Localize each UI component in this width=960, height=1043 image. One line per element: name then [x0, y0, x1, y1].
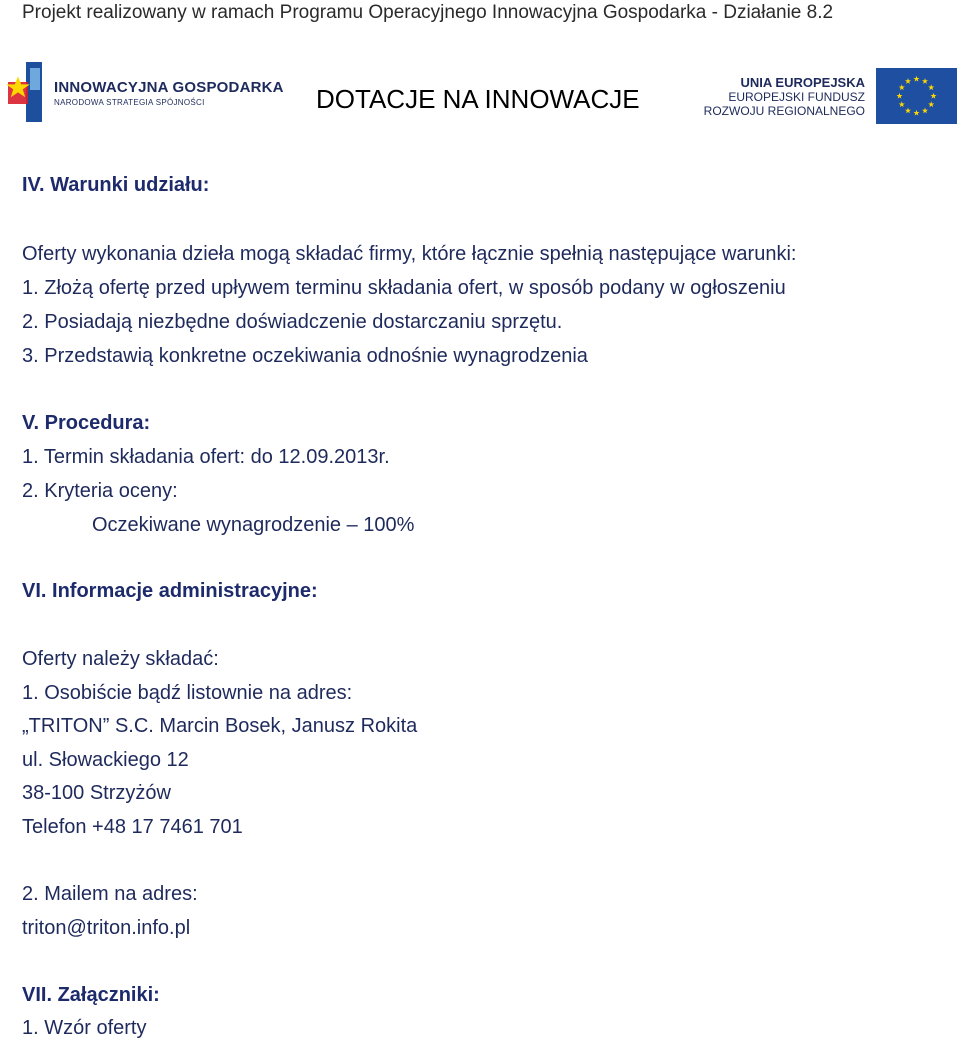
section-v-criteria: Oczekiwane wynagrodzenie – 100% — [92, 514, 415, 536]
section-iv-item: 2. Posiadają niezbędne doświadczenie dostarczaniu sprzętu. — [22, 311, 563, 333]
section-iv-item: 1. Złożą ofertę przed upływem terminu składania ofert, w sposób podany w ogłoszeniu — [22, 277, 786, 299]
address-line: 1. Osobiście bądź listownie na adres: — [22, 682, 353, 704]
eu-flag-icon — [876, 68, 957, 124]
section-iv-intro: Oferty wykonania dzieła mogą składać firmy, które łącznie spełnią następujące warunki: — [22, 243, 797, 265]
address-line: ul. Słowackiego 12 — [22, 749, 189, 771]
page-title: DOTACJE NA INNOWACJE — [316, 84, 640, 114]
email-address: triton@triton.info.pl — [22, 917, 191, 939]
innowacyjna-gospodarka-logo — [6, 60, 284, 126]
section-v-item: 1. Termin składania ofert: do 12.09.2013r. — [22, 446, 390, 468]
eu-logo-line-3: ROZWOJU REGIONALNEGO — [703, 104, 865, 118]
phone-line: Telefon +48 17 7461 701 — [22, 816, 243, 838]
mail-label: 2. Mailem na adres: — [22, 883, 198, 905]
section-iv-heading: IV. Warunki udziału: — [22, 174, 210, 196]
attachment-item: 1. Wzór oferty — [22, 1017, 147, 1039]
address-line: 38-100 Strzyżów — [22, 782, 171, 804]
project-line: Projekt realizowany w ramach Programu Operacyjnego Innowacyjna Gospodarka - Działanie 8.2 — [22, 2, 834, 23]
innowacyjna-gospodarka-emblem-icon — [6, 60, 50, 124]
section-vii-heading: VII. Załączniki: — [22, 984, 160, 1006]
eu-logo-line-1: UNIA EUROPEJSKA — [740, 75, 865, 90]
section-vi-intro: Oferty należy składać: — [22, 648, 219, 670]
eu-logo-line-2: EUROPEJSKI FUNDUSZ — [728, 90, 865, 104]
eu-logo-text — [704, 75, 865, 118]
logo-left-title: INNOWACYJNA GOSPODARKA — [54, 79, 284, 96]
section-v-item: 2. Kryteria oceny: — [22, 480, 178, 502]
section-v-heading: V. Procedura: — [22, 412, 151, 434]
section-iv-item: 3. Przedstawią konkretne oczekiwania odnośnie wynagrodzenia — [22, 345, 588, 367]
section-vi-heading: VI. Informacje administracyjne: — [22, 580, 318, 602]
logo-left-subtitle: NARODOWA STRATEGIA SPÓJNOŚCI — [54, 98, 205, 107]
address-line: „TRITON” S.C. Marcin Bosek, Janusz Rokita — [22, 715, 418, 737]
